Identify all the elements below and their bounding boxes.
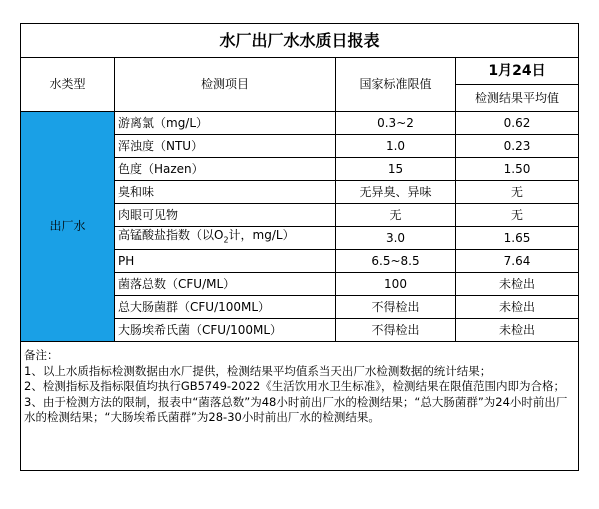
item-text: 高锰酸盐指数（以O — [118, 228, 224, 243]
item-text: 计，mg/L） — [228, 228, 295, 243]
result-cell: 无 — [456, 181, 579, 204]
limit-cell: 3.0 — [336, 227, 456, 250]
report-title: 水厂出厂水水质日报表 — [21, 24, 579, 58]
item-cell: PH — [115, 250, 336, 273]
limit-cell: 不得检出 — [336, 319, 456, 342]
item-subscript: 2 — [223, 235, 229, 245]
notes-heading: 备注： — [24, 348, 59, 362]
header-standard-limit: 国家标准限值 — [336, 58, 456, 112]
limit-cell: 6.5~8.5 — [336, 250, 456, 273]
header-date: 1月24日 — [456, 58, 579, 85]
item-cell: 浑浊度（NTU） — [115, 135, 336, 158]
limit-cell: 0.3~2 — [336, 112, 456, 135]
result-cell: 未检出 — [456, 296, 579, 319]
limit-cell: 无异臭、异味 — [336, 181, 456, 204]
limit-cell: 不得检出 — [336, 296, 456, 319]
header-result-average: 检测结果平均值 — [456, 85, 579, 112]
water-quality-report-table — [20, 23, 579, 471]
item-cell: 肉眼可见物 — [115, 204, 336, 227]
item-cell: 臭和味 — [115, 181, 336, 204]
result-cell: 1.50 — [456, 158, 579, 181]
note-item: 2、检测指标及指标限值均执行GB5749-2022《生活饮用水卫生标准》，检测结果在限值范围内即为合格； — [24, 379, 566, 393]
result-cell: 未检出 — [456, 319, 579, 342]
item-cell: 大肠埃希氏菌（CFU/100ML） — [115, 319, 336, 342]
limit-cell: 15 — [336, 158, 456, 181]
result-cell: 0.23 — [456, 135, 579, 158]
notes-row — [21, 342, 579, 471]
item-cell: 色度（Hazen） — [115, 158, 336, 181]
result-cell: 未检出 — [456, 273, 579, 296]
header-water-type: 水类型 — [21, 58, 115, 112]
limit-cell: 100 — [336, 273, 456, 296]
item-cell — [115, 227, 336, 250]
item-cell: 游离氯（mg/L） — [115, 112, 336, 135]
item-cell: 总大肠菌群（CFU/100ML） — [115, 296, 336, 319]
limit-cell: 无 — [336, 204, 456, 227]
result-cell: 7.64 — [456, 250, 579, 273]
water-type-cell: 出厂水 — [21, 112, 115, 342]
notes-cell — [21, 342, 579, 471]
result-cell: 0.62 — [456, 112, 579, 135]
result-cell: 1.65 — [456, 227, 579, 250]
header-test-item: 检测项目 — [115, 58, 336, 112]
note-item: 1、以上水质指标检测数据由水厂提供，检测结果平均值系当天出厂水检测数据的统计结果； — [24, 363, 492, 378]
result-cell: 无 — [456, 204, 579, 227]
note-item: 3、由于检测方法的限制，报表中“菌落总数”为48小时前出厂水的检测结果；“总大肠菌群”为24小时前出厂水的检测结果；“大肠埃希氏菌群”为28-30小时前出厂水的检测结果。 — [24, 394, 568, 424]
limit-cell: 1.0 — [336, 135, 456, 158]
item-cell: 菌落总数（CFU/ML） — [115, 273, 336, 296]
table-row — [21, 112, 579, 135]
header-row — [21, 58, 579, 85]
title-row — [21, 24, 579, 58]
